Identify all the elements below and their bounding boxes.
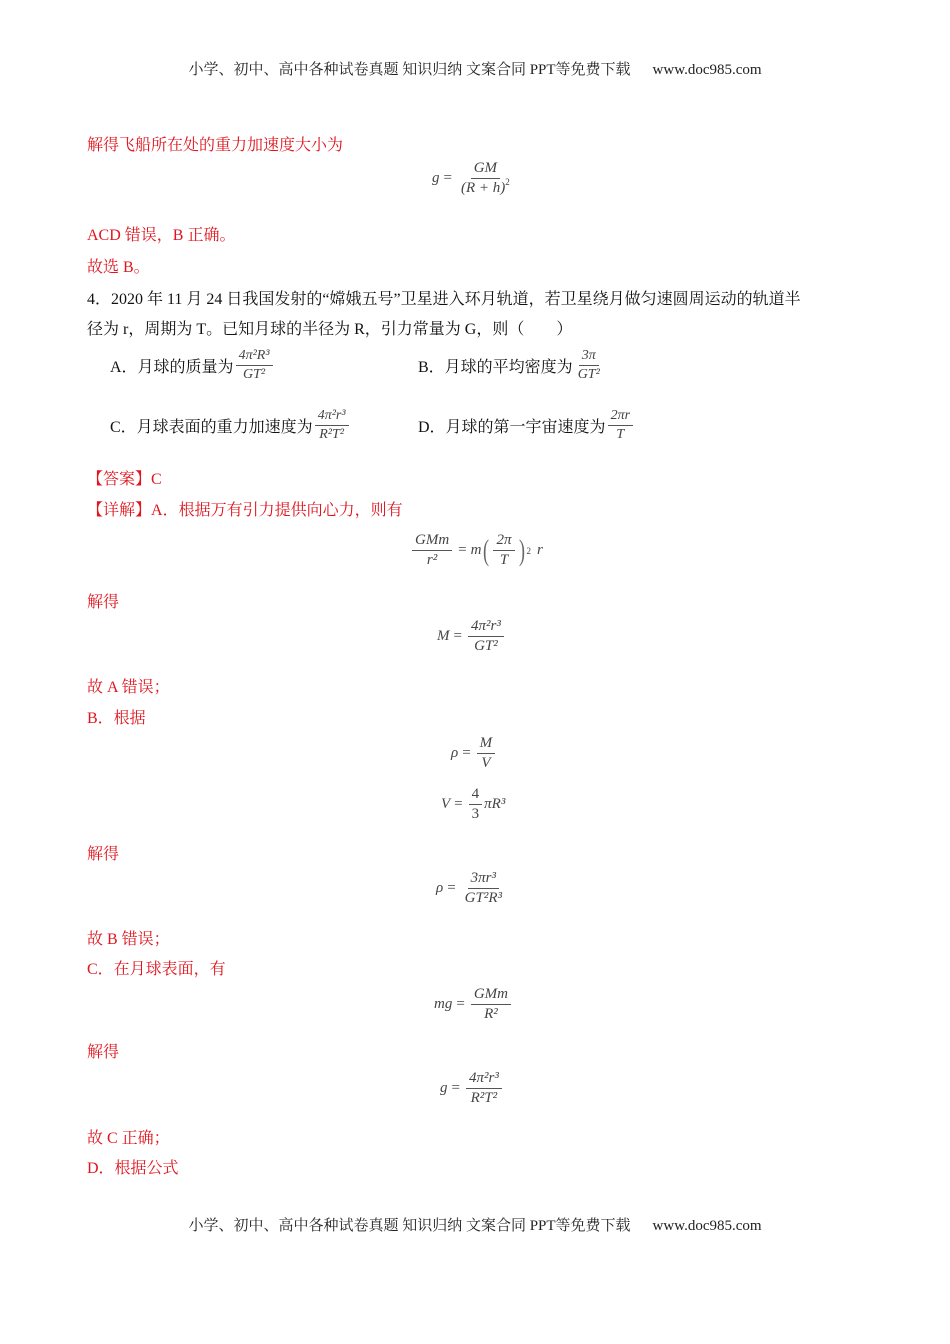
answer-value: C	[151, 471, 162, 488]
eq-lhs: ρ	[436, 880, 444, 897]
option-a-label: A．月球的质量为	[110, 359, 234, 377]
option-d-den: T	[616, 427, 625, 443]
eq-lhs: V	[441, 796, 451, 813]
option-c	[110, 408, 351, 443]
option-b-den: GT²	[577, 367, 600, 383]
equation-g-result: g = $\frac{\text{4π²r³}}{\text{R²T²}}$	[440, 1070, 504, 1108]
eq-num: 4π²r³	[468, 1070, 499, 1086]
footer-url[interactable]: www.doc985.com	[652, 1218, 762, 1234]
option-d-num: 2πr	[610, 408, 631, 423]
detail-d-intro: D．根据公式	[87, 1160, 179, 1177]
header-url[interactable]: www.doc985.com	[652, 62, 762, 78]
question-text-1: 2020 年 11 月 24 日我国发射的“嫦娥五号”卫星进入环月轨道，若卫星绕月做匀速圆周运动的轨道半	[111, 291, 801, 308]
page-header	[0, 58, 950, 79]
eq-num: GMm	[473, 986, 508, 1002]
equation-g-prev: g = $\frac{GM}{(R + h)^2}$	[432, 160, 510, 197]
eq-num: M	[479, 735, 493, 751]
solve-line-3: 解得	[87, 1044, 120, 1061]
conclusion-c: 故 C 正确；	[87, 1130, 170, 1147]
eq-lhs: ρ	[451, 745, 459, 762]
option-c-den: R²T²	[319, 427, 344, 443]
eq-lhs: mg	[434, 996, 453, 1013]
solve-line-2: 解得	[87, 846, 120, 863]
question-number: 4．	[87, 291, 112, 308]
eq-tail: πR³	[484, 796, 506, 813]
option-c-label: C．月球表面的重力加速度为	[110, 419, 313, 437]
eq-tail: r	[537, 542, 543, 559]
detail-label: 【详解】	[87, 502, 152, 519]
option-a-num: 4π²R³	[238, 348, 270, 363]
eq-den: 3	[471, 806, 480, 823]
conclusion-b: 故 B 错误；	[87, 931, 170, 948]
option-a-den: GT²	[243, 367, 266, 383]
eq-den: V	[481, 755, 491, 772]
equation-gravity-centripetal: $\frac{\text{GMm}}{\text{r²}}$ = m ( $\frac{2\pi}{T}$ ) 2 r	[410, 532, 543, 570]
equation-density-result: ρ = $\frac{\text{3πr³}}{\text{GT²R³}}$	[436, 870, 503, 907]
detail-a-intro: A．根据万有引力提供向心力，则有	[151, 502, 403, 519]
answer-line	[87, 466, 162, 489]
equation-surface-gravity: mg = $\frac{\text{GMm}}{\text{R²}}$	[434, 986, 513, 1024]
eq-num: GM	[473, 160, 498, 176]
prev-conclusion: ACD 错误，B 正确。	[87, 227, 236, 244]
page-footer	[0, 1214, 950, 1235]
eq-exp: 2	[505, 177, 510, 188]
header-text: 小学、初中、高中各种试卷真题 知识归纳 文案合同 PPT等免费下载	[188, 62, 631, 78]
eq-inner-num: 2π	[496, 532, 512, 548]
eq-lhs: g	[432, 170, 440, 187]
eq-den: GT²	[474, 638, 498, 655]
equation-density: ρ = $\frac{M}{V}$	[451, 735, 497, 773]
eq-m: m	[470, 542, 482, 559]
equation-mass: M = $\frac{\text{4π²r³}}{\text{GT²}}$	[437, 618, 506, 656]
option-b-num: 3π	[581, 348, 596, 363]
question-line-2: 径为 r，周期为 T。已知月球的半径为 R，引力常量为 G，则（ ）	[87, 321, 573, 338]
prev-solve-line: 解得飞船所在处的重力加速度大小为	[87, 137, 344, 154]
option-b	[418, 348, 605, 383]
question-line-1	[87, 286, 801, 309]
option-d	[418, 408, 635, 443]
answer-label: 【答案】	[87, 471, 152, 488]
eq-lhs: M	[437, 628, 450, 645]
footer-text: 小学、初中、高中各种试卷真题 知识归纳 文案合同 PPT等免费下载	[188, 1218, 631, 1234]
eq-num: 4π²r³	[470, 618, 501, 634]
eq-den: GT²R³	[464, 890, 503, 907]
conclusion-a: 故 A 错误；	[87, 679, 170, 696]
solve-line-1: 解得	[87, 594, 120, 611]
eq-den: (R + h)	[460, 180, 506, 197]
eq-num: 3πr³	[470, 870, 497, 886]
eq-den: R²T²	[470, 1090, 498, 1107]
detail-line-a	[87, 497, 403, 520]
option-d-label: D．月球的第一宇宙速度为	[418, 419, 606, 437]
eq-lhs: g	[440, 1080, 448, 1097]
eq-den: r²	[426, 552, 438, 569]
option-b-label: B．月球的平均密度为	[418, 359, 573, 377]
option-a	[110, 348, 275, 383]
eq-num: GMm	[415, 532, 450, 548]
option-c-num: 4π²r³	[317, 408, 346, 423]
detail-c-intro: C．在月球表面，有	[87, 961, 226, 978]
detail-b-intro: B．根据	[87, 710, 146, 727]
equation-volume: V = $\frac{4}{3}$ πR³	[441, 786, 506, 823]
prev-choice: 故选 B。	[87, 259, 150, 276]
eq-inner-den: T	[499, 552, 509, 569]
eq-num: 4	[469, 786, 483, 805]
eq-den: R²	[484, 1006, 498, 1023]
